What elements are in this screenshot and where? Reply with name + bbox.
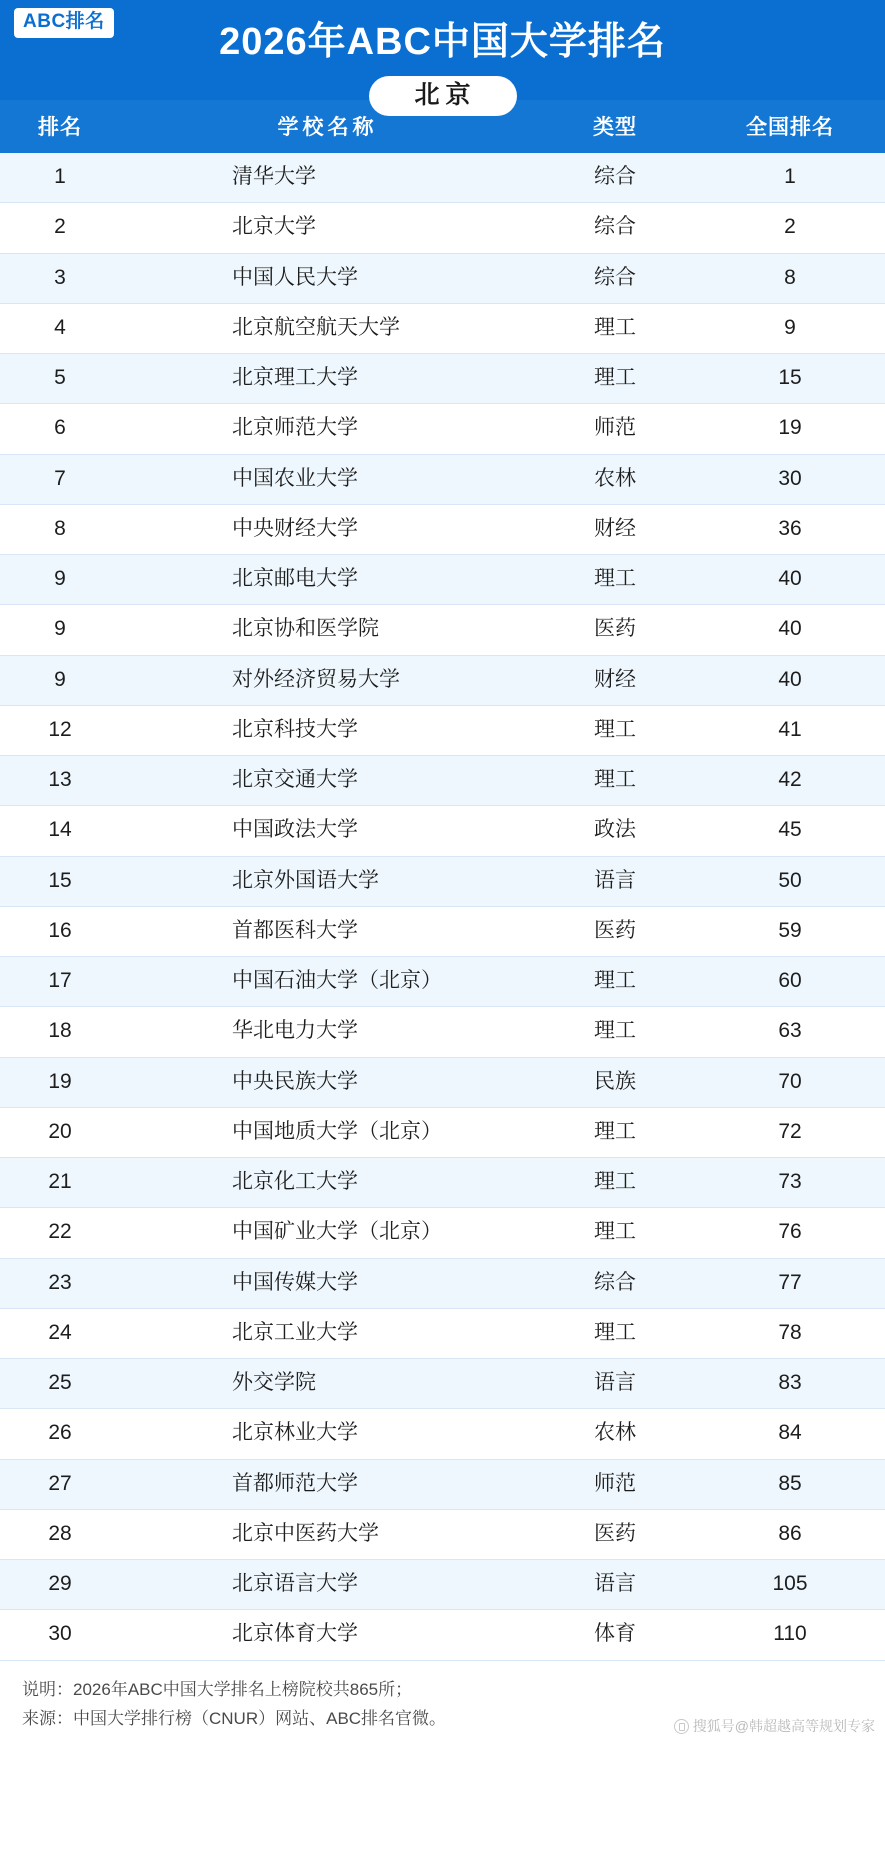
- table-row: [0, 454, 885, 504]
- table-row: [0, 303, 885, 353]
- cell-rank: 27: [0, 1459, 120, 1509]
- table-row: [0, 1560, 885, 1610]
- cell-type: 语言: [535, 856, 695, 906]
- table-row: [0, 655, 885, 705]
- cell-rank: 12: [0, 705, 120, 755]
- cell-national-rank: 78: [695, 1308, 885, 1358]
- cell-rank: 18: [0, 1007, 120, 1057]
- cell-university-name: 北京航空航天大学: [120, 303, 535, 353]
- cell-rank: 28: [0, 1509, 120, 1559]
- cell-national-rank: 77: [695, 1258, 885, 1308]
- cell-type: 综合: [535, 1258, 695, 1308]
- cell-national-rank: 19: [695, 404, 885, 454]
- cell-type: 综合: [535, 153, 695, 203]
- table-row: [0, 705, 885, 755]
- column-header-type: 类型: [535, 100, 695, 153]
- cell-type: 体育: [535, 1610, 695, 1660]
- cell-national-rank: 40: [695, 605, 885, 655]
- table-row: [0, 906, 885, 956]
- cell-university-name: 北京中医药大学: [120, 1509, 535, 1559]
- table-row: [0, 1107, 885, 1157]
- cell-rank: 26: [0, 1409, 120, 1459]
- cell-university-name: 中央民族大学: [120, 1057, 535, 1107]
- cell-rank: 13: [0, 756, 120, 806]
- cell-national-rank: 105: [695, 1560, 885, 1610]
- cell-national-rank: 84: [695, 1409, 885, 1459]
- footer-source: 来源：中国大学排行榜（CNUR）网站、ABC排名官微。: [22, 1709, 447, 1729]
- cell-national-rank: 1: [695, 153, 885, 203]
- table-row: [0, 856, 885, 906]
- watermark-text: 搜狐号@韩超越高等规划专家: [692, 1718, 875, 1734]
- cell-university-name: 北京邮电大学: [120, 555, 535, 605]
- table-row: [0, 504, 885, 554]
- cell-type: 理工: [535, 705, 695, 755]
- cell-rank: 7: [0, 454, 120, 504]
- table-row: [0, 1057, 885, 1107]
- cell-national-rank: 8: [695, 253, 885, 303]
- table-row: [0, 1610, 885, 1660]
- cell-rank: 29: [0, 1560, 120, 1610]
- cell-national-rank: 45: [695, 806, 885, 856]
- cell-type: 医药: [535, 1509, 695, 1559]
- cell-university-name: 中国矿业大学（北京）: [120, 1208, 535, 1258]
- cell-rank: 8: [0, 504, 120, 554]
- cell-national-rank: 50: [695, 856, 885, 906]
- cell-type: 财经: [535, 504, 695, 554]
- cell-rank: 3: [0, 253, 120, 303]
- cell-university-name: 中国地质大学（北京）: [120, 1107, 535, 1157]
- sohu-icon: [674, 1719, 689, 1734]
- cell-national-rank: 42: [695, 756, 885, 806]
- table-row: [0, 1459, 885, 1509]
- table-row: [0, 1308, 885, 1358]
- cell-national-rank: 63: [695, 1007, 885, 1057]
- cell-national-rank: 85: [695, 1459, 885, 1509]
- cell-type: 师范: [535, 404, 695, 454]
- table-row: [0, 1208, 885, 1258]
- cell-university-name: 中国传媒大学: [120, 1258, 535, 1308]
- table-row: [0, 1509, 885, 1559]
- table-row: [0, 153, 885, 203]
- cell-national-rank: 60: [695, 957, 885, 1007]
- cell-type: 理工: [535, 1208, 695, 1258]
- table-row: [0, 605, 885, 655]
- cell-rank: 1: [0, 153, 120, 203]
- cell-type: 师范: [535, 1459, 695, 1509]
- cell-university-name: 北京师范大学: [120, 404, 535, 454]
- column-header-name: 学校名称: [120, 100, 535, 153]
- cell-university-name: 北京理工大学: [120, 354, 535, 404]
- cell-type: 财经: [535, 655, 695, 705]
- cell-university-name: 首都师范大学: [120, 1459, 535, 1509]
- table-row: [0, 354, 885, 404]
- cell-type: 理工: [535, 1007, 695, 1057]
- cell-rank: 21: [0, 1158, 120, 1208]
- table-body: [0, 153, 885, 1660]
- cell-national-rank: 41: [695, 705, 885, 755]
- cell-rank: 16: [0, 906, 120, 956]
- university-ranking-table: [0, 100, 885, 1661]
- cell-university-name: 北京科技大学: [120, 705, 535, 755]
- cell-rank: 24: [0, 1308, 120, 1358]
- cell-type: 理工: [535, 1107, 695, 1157]
- cell-rank: 17: [0, 957, 120, 1007]
- cell-rank: 9: [0, 655, 120, 705]
- table-row: [0, 555, 885, 605]
- cell-type: 农林: [535, 454, 695, 504]
- cell-rank: 6: [0, 404, 120, 454]
- cell-type: 理工: [535, 354, 695, 404]
- cell-rank: 2: [0, 203, 120, 253]
- cell-type: 理工: [535, 957, 695, 1007]
- abc-ranking-logo: ABC排名: [14, 8, 114, 38]
- cell-university-name: 首都医科大学: [120, 906, 535, 956]
- cell-national-rank: 76: [695, 1208, 885, 1258]
- cell-university-name: 北京工业大学: [120, 1308, 535, 1358]
- table-row: [0, 1158, 885, 1208]
- cell-type: 理工: [535, 555, 695, 605]
- watermark: [674, 1716, 875, 1736]
- cell-university-name: 北京外国语大学: [120, 856, 535, 906]
- cell-rank: 19: [0, 1057, 120, 1107]
- cell-university-name: 中央财经大学: [120, 504, 535, 554]
- cell-university-name: 中国人民大学: [120, 253, 535, 303]
- table-row: [0, 1359, 885, 1409]
- cell-type: 农林: [535, 1409, 695, 1459]
- cell-university-name: 北京协和医学院: [120, 605, 535, 655]
- cell-national-rank: 40: [695, 555, 885, 605]
- cell-rank: 9: [0, 605, 120, 655]
- cell-type: 语言: [535, 1359, 695, 1409]
- cell-type: 理工: [535, 1308, 695, 1358]
- table-row: [0, 1007, 885, 1057]
- cell-rank: 14: [0, 806, 120, 856]
- cell-national-rank: 9: [695, 303, 885, 353]
- table-row: [0, 1258, 885, 1308]
- cell-rank: 23: [0, 1258, 120, 1308]
- cell-national-rank: 72: [695, 1107, 885, 1157]
- cell-rank: 22: [0, 1208, 120, 1258]
- cell-type: 政法: [535, 806, 695, 856]
- table-row: [0, 203, 885, 253]
- cell-university-name: 北京大学: [120, 203, 535, 253]
- cell-type: 综合: [535, 253, 695, 303]
- cell-national-rank: 70: [695, 1057, 885, 1107]
- cell-university-name: 华北电力大学: [120, 1007, 535, 1057]
- cell-national-rank: 59: [695, 906, 885, 956]
- cell-university-name: 对外经济贸易大学: [120, 655, 535, 705]
- cell-university-name: 北京语言大学: [120, 1560, 535, 1610]
- cell-university-name: 中国政法大学: [120, 806, 535, 856]
- cell-national-rank: 36: [695, 504, 885, 554]
- cell-rank: 5: [0, 354, 120, 404]
- cell-type: 综合: [535, 203, 695, 253]
- cell-national-rank: 15: [695, 354, 885, 404]
- cell-type: 理工: [535, 756, 695, 806]
- table-row: [0, 806, 885, 856]
- cell-rank: 4: [0, 303, 120, 353]
- cell-type: 理工: [535, 1158, 695, 1208]
- column-header-national-rank: 全国排名: [695, 100, 885, 153]
- cell-national-rank: 86: [695, 1509, 885, 1559]
- cell-rank: 30: [0, 1610, 120, 1660]
- cell-national-rank: 83: [695, 1359, 885, 1409]
- column-header-rank: 排名: [0, 100, 120, 153]
- region-badge: 北京: [369, 76, 517, 116]
- table-row: [0, 756, 885, 806]
- cell-university-name: 北京体育大学: [120, 1610, 535, 1660]
- cell-rank: 9: [0, 555, 120, 605]
- cell-university-name: 北京交通大学: [120, 756, 535, 806]
- cell-university-name: 北京化工大学: [120, 1158, 535, 1208]
- cell-type: 理工: [535, 303, 695, 353]
- cell-university-name: 中国石油大学（北京）: [120, 957, 535, 1007]
- cell-university-name: 外交学院: [120, 1359, 535, 1409]
- cell-national-rank: 110: [695, 1610, 885, 1660]
- cell-university-name: 清华大学: [120, 153, 535, 203]
- cell-rank: 25: [0, 1359, 120, 1409]
- cell-type: 医药: [535, 605, 695, 655]
- cell-national-rank: 40: [695, 655, 885, 705]
- cell-rank: 20: [0, 1107, 120, 1157]
- cell-university-name: 北京林业大学: [120, 1409, 535, 1459]
- footer-note: 说明：2026年ABC中国大学排名上榜院校共865所；: [22, 1679, 413, 1699]
- table-row: [0, 253, 885, 303]
- table-row: [0, 404, 885, 454]
- cell-national-rank: 30: [695, 454, 885, 504]
- cell-national-rank: 73: [695, 1158, 885, 1208]
- cell-university-name: 中国农业大学: [120, 454, 535, 504]
- cell-type: 民族: [535, 1057, 695, 1107]
- cell-type: 语言: [535, 1560, 695, 1610]
- table-row: [0, 957, 885, 1007]
- cell-national-rank: 2: [695, 203, 885, 253]
- page-footer: [0, 1661, 885, 1745]
- cell-type: 医药: [535, 906, 695, 956]
- page-title: 2026年ABC中国大学排名: [219, 21, 666, 63]
- page-header: [0, 0, 885, 109]
- table-row: [0, 1409, 885, 1459]
- cell-rank: 15: [0, 856, 120, 906]
